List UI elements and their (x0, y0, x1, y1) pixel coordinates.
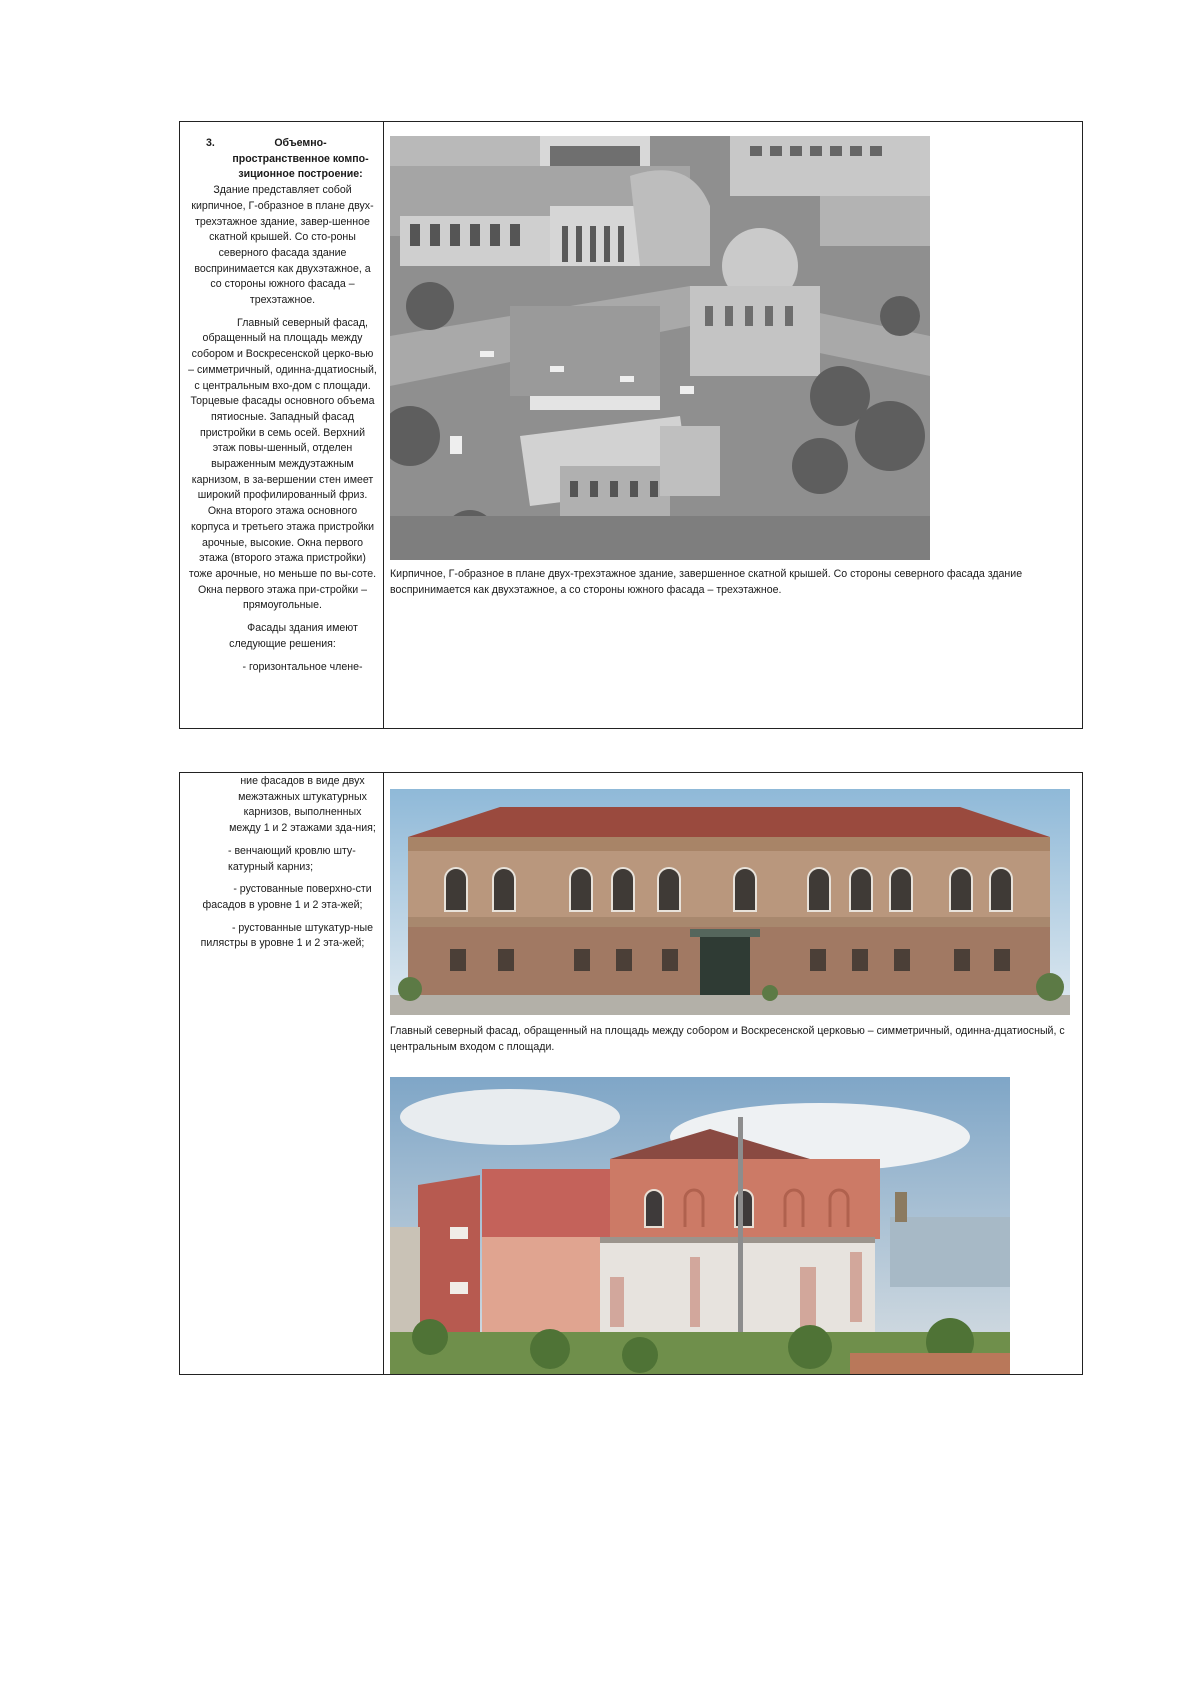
table-section-3 (179, 121, 1083, 729)
image-column (384, 122, 1082, 728)
paragraph-intro: Здание представляет собой кирпичное, Г-образное в плане двух-трехэтажное здание, завер-шенное скатной крышей. Со сто-роны северного фасада здание воспринимается как двухэтажное, а со стороны южного фасада – трехэтажное. (191, 184, 374, 307)
image-column (384, 773, 1082, 1374)
section-number: 3. (206, 137, 215, 149)
side-facade-photo (390, 1077, 1010, 1374)
paragraph-horizontal-division: - горизонтальное члене- (242, 660, 363, 673)
paragraph-facade-solutions: Фасады здания имеют следующие решения: (229, 622, 358, 650)
paragraph-main-facade: Главный северный фасад, обращенный на площадь между собором и Воскресенской церко-вью – симметричный, одинна-дцатиосный, с центральным вхо-дом с площади. Торцевые фасады основного объема пятиосные. Западный фасад пристройки в семь осей. Верхний этаж повы-шенный, отделен выраженным междуэтажным карнизом, в за-вершении стен имеет широкий профилированный фриз. Окна второго этажа основного корпуса и третьего этажа пристройки арочные, высокие. Окна первого этажа (второго этажа пристройки) тоже арочные, но меньше по вы-соте. Окна первого этажа при-стройки – прямоугольные. (188, 316, 377, 612)
paragraph-pilasters: - рустованные штукатур-ные пилястры в уровне 1 и 2 эта-жей; (200, 921, 374, 950)
paragraph-crowning-cornice: - венчающий кровлю шту-катурный карниз; (228, 844, 356, 873)
paragraph-rustication: - рустованные поверхно-сти фасадов в уровне 1 и 2 эта-жей; (202, 883, 372, 911)
section-title: Объемно-пространственное компо-зиционное построение: (232, 137, 369, 181)
section-heading (206, 136, 377, 183)
north-facade-caption: Главный северный фасад, обращенный на площадь между собором и Воскресенской церковью – симметричный, одинна-дцатиосный, с центральным входом с площади. (390, 1025, 1065, 1053)
table-facade-solutions (179, 772, 1083, 1375)
aerial-photo (390, 136, 930, 560)
north-facade-photo (390, 789, 1070, 1015)
paragraph-cornices: ние фасадов в виде двух межэтажных штукатурных карнизов, выполненных между 1 и 2 этажами зда-ния; (229, 775, 376, 835)
text-column (180, 773, 384, 1374)
aerial-photo-caption: Кирпичное, Г-образное в плане двух-трехэтажное здание, завершенное скатной крышей. Со стороны северного фасада здание воспринимается как двухэтажное, а со стороны южного фасада – трехэтажное. (390, 568, 1023, 596)
text-column (180, 122, 384, 728)
